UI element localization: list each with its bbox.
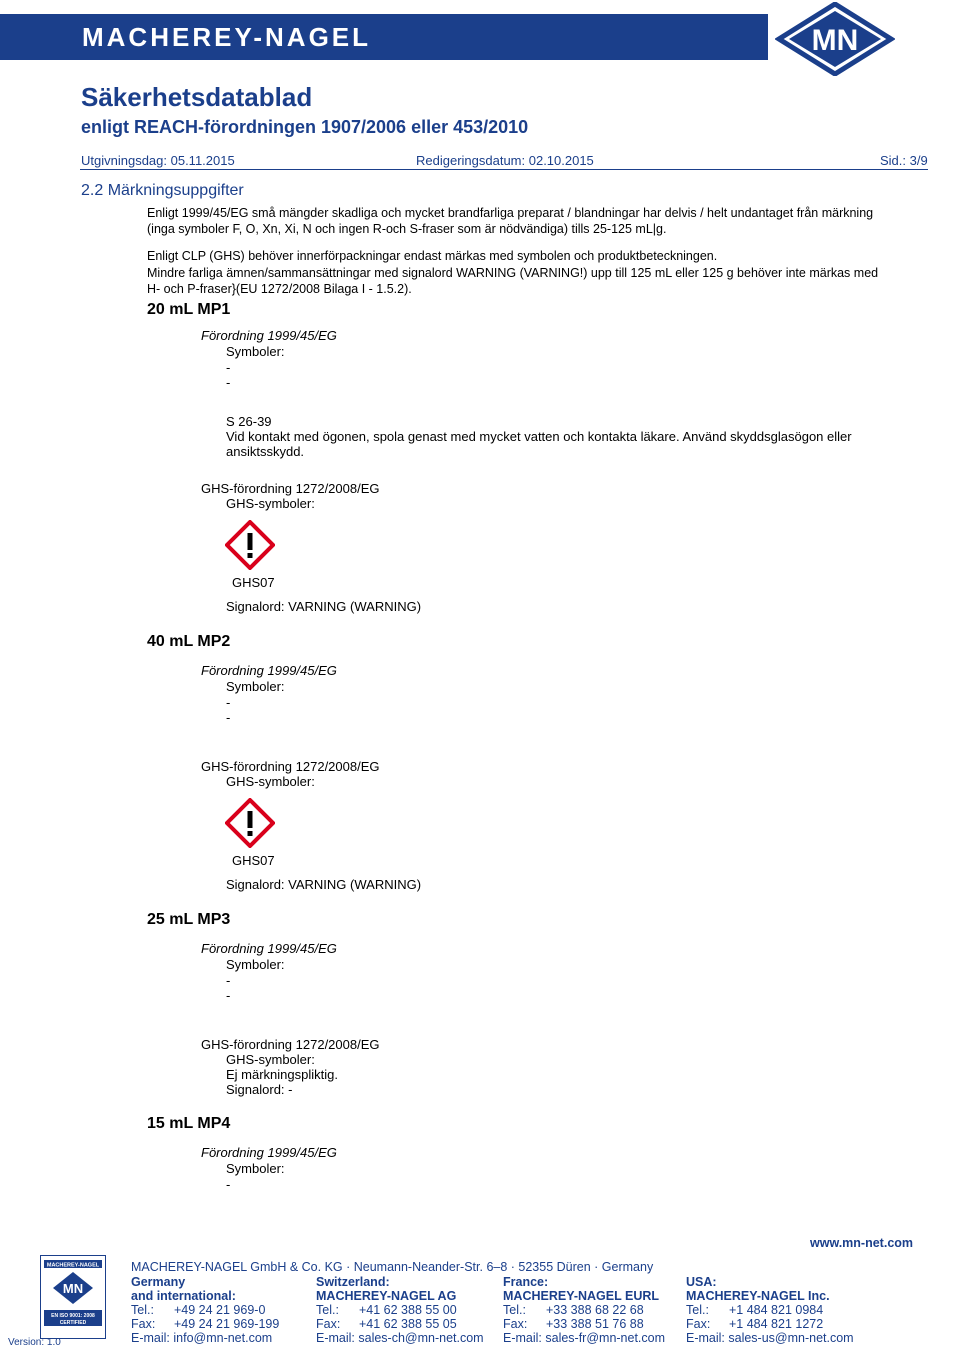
mp1-pictogram-code: GHS07	[232, 575, 275, 590]
package-mp3-name: 25 mL MP3	[147, 911, 231, 928]
footer-col-3-fax-label: Fax:	[503, 1317, 528, 1331]
mp3-dash-2: -	[226, 988, 231, 1003]
mp1-dash-2: -	[226, 375, 231, 390]
iso-certified-logo-icon	[41, 1256, 105, 1338]
footer-col-3-tel-label: Tel.:	[503, 1303, 526, 1317]
mp2-signal-word: Signalord: VARNING (WARNING)	[226, 877, 422, 892]
footer-iso-line-2: CERTIFIED	[59, 1320, 87, 1326]
footer-col-1-tel: +49 24 21 969-0	[174, 1303, 266, 1317]
revision-date: Redigeringsdatum: 02.10.2015	[416, 153, 594, 168]
mp3-symbols-label: Symboler:	[226, 957, 285, 972]
mp2-pictogram-code: GHS07	[232, 853, 275, 868]
mp1-dash-1: -	[226, 360, 231, 375]
mp3-regulation: Förordning 1999/45/EG	[201, 941, 337, 956]
footer-col-1-heading-2: and international:	[131, 1289, 236, 1303]
footer-col-3-heading-1: France:	[503, 1275, 549, 1289]
footer-col-3-fax: +33 388 51 76 88	[546, 1317, 644, 1331]
footer-col-4-tel-label: Tel.:	[686, 1303, 709, 1317]
footer-col-1-email[interactable]: E-mail: info@mn-net.com	[131, 1331, 273, 1345]
footer-logo-mn: MN	[62, 1281, 84, 1296]
mp2-symbols-label: Symboler:	[226, 679, 285, 694]
mp4-symbols-label: Symboler:	[226, 1161, 285, 1176]
page-number: Sid.: 3/9	[880, 153, 928, 168]
mp1-s-text-1: Vid kontakt med ögonen, spola genast med mycket vatten och kontakta läkare. Använd skyddsglasögon eller	[226, 429, 852, 444]
footer-col-1-fax-label: Fax:	[131, 1317, 156, 1331]
footer-website[interactable]: www.mn-net.com	[810, 1236, 914, 1250]
page-subtitle: enligt REACH-förordningen 1907/2006 eller 453/2010	[81, 117, 529, 137]
intro-line-2: (inga symboler F, O, Xn, Xi, N och ingen R-och S-fraser som är nödvändiga) tills 25-125 mL|g.	[147, 222, 667, 236]
mp1-regulation: Förordning 1999/45/EG	[201, 328, 337, 343]
mp1-s-phrase: S 26-39	[226, 414, 272, 429]
footer-col-2-heading-1: Switzerland:	[316, 1275, 390, 1289]
section-heading: 2.2 Märkningsuppgifter	[81, 182, 244, 199]
brand-name: MACHEREY-NAGEL	[82, 22, 372, 52]
mp1-s-text-2: ansiktsskydd.	[226, 444, 305, 459]
package-mp2-name: 40 mL MP2	[147, 633, 231, 650]
package-mp4-name: 15 mL MP4	[147, 1115, 231, 1132]
footer-col-3-heading-2: MACHEREY-NAGEL EURL	[503, 1289, 660, 1303]
footer-col-2-fax: +41 62 388 55 05	[359, 1317, 457, 1331]
footer-col-1-fax: +49 24 21 969-199	[174, 1317, 280, 1331]
footer-col-3-tel: +33 388 68 22 68	[546, 1303, 644, 1317]
footer-col-2-tel-label: Tel.:	[316, 1303, 339, 1317]
page-title: Säkerhetsdatablad	[81, 82, 313, 112]
footer-col-2-heading-2: MACHEREY-NAGEL AG	[316, 1289, 457, 1303]
footer-col-3-email[interactable]: E-mail: sales-fr@mn-net.com	[503, 1331, 666, 1345]
footer-col-2-fax-label: Fax:	[316, 1317, 341, 1331]
intro-line-1: Enligt 1999/45/EG små mängder skadliga och mycket brandfarliga preparat / blandningar har delvis / helt undantaget från märkning	[147, 206, 874, 220]
mp3-ghs-symbols-label: GHS-symboler:	[226, 1052, 315, 1067]
footer-col-4-heading-2: MACHEREY-NAGEL Inc.	[686, 1289, 830, 1303]
clp-line: Enligt CLP (GHS) behöver innerförpackningar endast märkas med symbolen och produktbeteckningen.	[147, 249, 718, 263]
header-rule	[80, 169, 928, 170]
footer-col-1-heading-1: Germany	[131, 1275, 186, 1289]
footer-iso-logo	[40, 1255, 106, 1339]
mp3-ghs-regulation: GHS-förordning 1272/2008/EG	[201, 1037, 380, 1052]
exclamation-mark-pictogram-icon	[225, 520, 275, 570]
mp1-signal-word: Signalord: VARNING (WARNING)	[226, 599, 422, 614]
mp3-no-label: Ej märkningspliktig.	[226, 1067, 338, 1082]
package-mp1-name: 20 mL MP1	[147, 301, 231, 318]
mp1-symbols-label: Symboler:	[226, 344, 285, 359]
footer-col-2-tel: +41 62 388 55 00	[359, 1303, 457, 1317]
mp4-dash-1: -	[226, 1177, 231, 1192]
footer-col-4-fax: +1 484 821 1272	[729, 1317, 824, 1331]
mp2-dash-1: -	[226, 695, 231, 710]
footer-col-4-fax-label: Fax:	[686, 1317, 711, 1331]
mp2-dash-2: -	[226, 710, 231, 725]
exclamation-mark-pictogram-icon	[225, 798, 275, 848]
footer-iso-line-1: EN ISO 9001: 2008	[51, 1313, 95, 1319]
footer-company-line: MACHEREY-NAGEL GmbH & Co. KG · Neumann-Neander-Str. 6–8 · 52355 Düren · Germany	[131, 1260, 654, 1274]
mp3-signal-word: Signalord: -	[226, 1082, 293, 1097]
mn-logo-icon	[775, 2, 895, 76]
logo-text: MN	[811, 24, 859, 57]
mindre-line-2: H- och P-fraser}(EU 1272/2008 Bilaga I - 1.5.2).	[147, 282, 412, 296]
footer-col-4-tel: +1 484 821 0984	[729, 1303, 824, 1317]
mp4-regulation: Förordning 1999/45/EG	[201, 1145, 337, 1160]
mp3-dash-1: -	[226, 973, 231, 988]
footer-col-1-tel-label: Tel.:	[131, 1303, 154, 1317]
footer-col-4-heading-1: USA:	[686, 1275, 717, 1289]
version-label: Version: 1.0	[8, 1337, 61, 1348]
issue-date: Utgivningsdag: 05.11.2015	[81, 153, 235, 168]
footer-col-2-email[interactable]: E-mail: sales-ch@mn-net.com	[316, 1331, 484, 1345]
mindre-line-1: Mindre farliga ämnen/sammansättningar med signalord WARNING (VARNING!) upp till 125 mL eller 125 g behöver inte märkas med	[147, 266, 879, 280]
footer-logo-brand: MACHEREY-NAGEL	[46, 1262, 100, 1269]
mp2-ghs-regulation: GHS-förordning 1272/2008/EG	[201, 759, 380, 774]
mp1-ghs-symbols-label: GHS-symboler:	[226, 496, 315, 511]
footer-col-4-email[interactable]: E-mail: sales-us@mn-net.com	[686, 1331, 854, 1345]
mp1-ghs-regulation: GHS-förordning 1272/2008/EG	[201, 481, 380, 496]
mp2-ghs-symbols-label: GHS-symboler:	[226, 774, 315, 789]
mp2-regulation: Förordning 1999/45/EG	[201, 663, 337, 678]
